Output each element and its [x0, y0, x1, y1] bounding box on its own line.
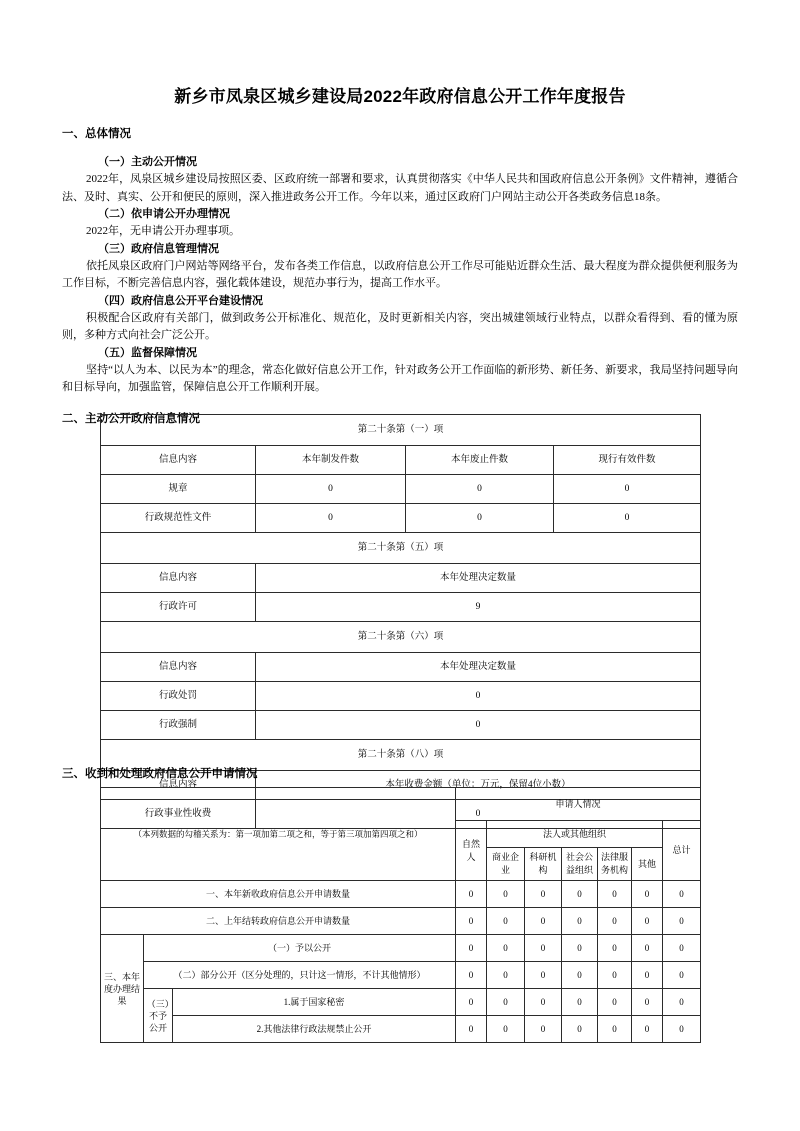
table-cell: 0	[487, 989, 525, 1016]
column-header: 法律服务机构	[598, 848, 632, 881]
row-subgroup-label-not-disclosed: （三）不予公开	[144, 989, 173, 1043]
table-cell: 0	[562, 1016, 598, 1043]
band-label: 第二十条第（六）项	[101, 622, 701, 653]
table-cell: 0	[562, 962, 598, 989]
subsection-paragraph: 2022年，凤泉区城乡建设局按照区委、区政府统一部署和要求，认真贯彻落实《中华人民共和国政府信息公开条例》文件精神，遵循合法、及时、真实、公开和便民的原则，深入推进政务公开工作。今年以来，通过区政府门户网站主动公开各类政务信息18条。	[62, 173, 738, 203]
subsection-1-2	[62, 206, 738, 241]
column-header: 本年处理决定数量	[256, 653, 701, 682]
column-header: 信息内容	[101, 771, 256, 800]
column-header: 社会公益组织	[562, 848, 598, 881]
table-row	[101, 475, 701, 504]
table-cell: 0	[487, 935, 525, 962]
table-band-row	[101, 533, 701, 564]
table-cell: 0	[256, 800, 701, 829]
subsection-heading: （三）政府信息管理情况	[98, 242, 219, 255]
table-cell: 0	[663, 962, 701, 989]
table-cell: 0	[256, 682, 701, 711]
band-label: 第二十条第（八）项	[101, 740, 701, 771]
table-cell: 0	[525, 962, 562, 989]
section-heading-3-wrap	[62, 766, 738, 786]
band-label: 第二十条第（五）项	[101, 533, 701, 564]
section-heading-3: 三、收到和处理政府信息公开申请情况	[62, 768, 258, 780]
column-header: 现行有效件数	[554, 446, 701, 475]
table-row	[101, 1016, 701, 1043]
column-header: 科研机构	[525, 848, 562, 881]
column-header: 信息内容	[101, 653, 256, 682]
row-label: （二）部分公开（区分处理的，只计这一情形，不计其他情形）	[144, 962, 456, 989]
table-cell: 0	[487, 908, 525, 935]
table-header-row	[101, 653, 701, 682]
column-header: 本年废止件数	[406, 446, 554, 475]
table-row	[101, 908, 701, 935]
table-cell: 0	[487, 1016, 525, 1043]
row-label: 行政规范性文件	[101, 504, 256, 533]
table-row	[101, 504, 701, 533]
table-cell: 0	[456, 908, 487, 935]
subsection-heading: （四）政府信息公开平台建设情况	[98, 294, 263, 307]
table-row	[101, 962, 701, 989]
table-cell: 0	[406, 504, 554, 533]
table-cell: 0	[487, 962, 525, 989]
row-label: 2.其他法律行政法规禁止公开	[173, 1016, 456, 1043]
subsection-1-5	[62, 345, 738, 397]
subsection-heading: （二）依申请公开办理情况	[98, 208, 230, 220]
table-cell: 0	[632, 908, 663, 935]
row-label: 一、本年新收政府信息公开申请数量	[101, 881, 456, 908]
table-cell: 0	[663, 989, 701, 1016]
column-header: 信息内容	[101, 446, 256, 475]
subsection-paragraph: 积极配合区政府有关部门，做到政务公开标准化、规范化，及时更新相关内容，突出城建领域行业特点，以群众看得到、看的懂为原则，多种方式向社会广泛公开。	[62, 311, 738, 341]
table-cell: 0	[598, 881, 632, 908]
section-heading-1: 一、总体情况	[62, 128, 131, 140]
table-cell: 0	[256, 475, 406, 504]
table-row	[101, 682, 701, 711]
subsection-paragraph: 2022年，无申请公开办理事项。	[86, 225, 240, 237]
subsection-1-4	[62, 293, 738, 345]
column-group-header-applicant: 申请人情况	[456, 788, 701, 821]
table-cell: 0	[598, 989, 632, 1016]
table-cell: 0	[632, 881, 663, 908]
table-cell: 0	[632, 935, 663, 962]
table-cell: 0	[663, 881, 701, 908]
table-cell: 0	[256, 504, 406, 533]
subsection-1-3	[62, 241, 738, 293]
row-label: 行政强制	[101, 711, 256, 740]
table-row	[101, 935, 701, 962]
table-cell: 0	[554, 475, 701, 504]
table-row	[101, 989, 701, 1016]
table-cell: 0	[632, 962, 663, 989]
table-cell: 0	[487, 881, 525, 908]
subsection-1-1	[62, 154, 738, 206]
table-cell: 0	[456, 1016, 487, 1043]
column-group-header-legal-entity: 法人或其他组织	[487, 821, 663, 848]
table-cell: 0	[562, 881, 598, 908]
table-cell: 0	[525, 1016, 562, 1043]
column-header-natural-person: 自然人	[456, 821, 487, 881]
table-cell: 0	[663, 1016, 701, 1043]
table-cell: 0	[525, 935, 562, 962]
column-header: 信息内容	[101, 564, 256, 593]
band-label: 第二十条第（一）项	[101, 415, 701, 446]
row-label: 规章	[101, 475, 256, 504]
table-row	[101, 711, 701, 740]
table-cell: 0	[525, 989, 562, 1016]
subsection-heading: （五）监督保障情况	[98, 346, 197, 359]
table-row	[101, 593, 701, 622]
table-cell: 0	[406, 475, 554, 504]
subsection-paragraph: 坚持“以人为本、以民为本”的理念，常态化做好信息公开工作，针对政务公开工作面临的新形势、新任务、新要求，我局坚持问题导向和目标导向，加强监管，保障信息公开工作顺利开展。	[62, 363, 738, 393]
table-cell: 0	[598, 908, 632, 935]
column-header: 商业企业	[487, 848, 525, 881]
table-cell: 0	[554, 504, 701, 533]
table-header-row	[101, 446, 701, 475]
table-cell: 0	[663, 908, 701, 935]
row-label: 二、上年结转政府信息公开申请数量	[101, 908, 456, 935]
column-header: 本年收费金额（单位：万元，保留4位小数）	[256, 771, 701, 800]
row-label: （一）予以公开	[144, 935, 456, 962]
row-label: 行政许可	[101, 593, 256, 622]
table-cell: 0	[632, 1016, 663, 1043]
subsection-heading: （一）主动公开情况	[98, 156, 197, 168]
table-header-row	[101, 564, 701, 593]
page-title: 新乡市凤泉区城乡建设局2022年政府信息公开工作年度报告	[174, 87, 626, 106]
table-cell: 0	[456, 881, 487, 908]
table-cell: 0	[525, 908, 562, 935]
table-cell: 9	[256, 593, 701, 622]
document-body	[62, 126, 738, 431]
row-group-label-annual-results: 三、本年度办理结果	[101, 935, 144, 1043]
column-header: 本年处理决定数量	[256, 564, 701, 593]
section-heading-2: 二、主动公开政府信息情况	[62, 412, 200, 425]
table-header-row	[101, 788, 701, 821]
row-label: 1.属于国家秘密	[173, 989, 456, 1016]
table-cell: 0	[525, 881, 562, 908]
table-cell: 0	[562, 935, 598, 962]
table-row	[101, 881, 701, 908]
table-cell: 0	[663, 935, 701, 962]
table-band-row	[101, 622, 701, 653]
column-header-total: 总计	[663, 821, 701, 881]
requests-table	[100, 787, 701, 1043]
row-label: 行政处罚	[101, 682, 256, 711]
table-cell: 0	[598, 935, 632, 962]
table-cell: 0	[632, 989, 663, 1016]
row-label: 行政事业性收费	[101, 800, 256, 829]
subsection-paragraph: 依托凤泉区政府门户网站等网络平台，发布各类工作信息，以政府信息公开工作尽可能贴近群众生活、最大程度为群众提供便利服务为工作目标，不断完善信息内容，强化载体建设，规范办事行为，提高工作水平。	[62, 259, 738, 289]
table-cell: 0	[598, 962, 632, 989]
table-cell: 0	[456, 962, 487, 989]
table-cell: 0	[598, 1016, 632, 1043]
table-cell: 0	[456, 989, 487, 1016]
table-cell: 0	[256, 711, 701, 740]
table-cell: 0	[562, 908, 598, 935]
table-cell: 0	[456, 935, 487, 962]
balance-note: （本列数据的勾稽关系为：第一项加第二项之和，等于第三项加第四项之和）	[101, 788, 456, 881]
table-cell: 0	[562, 989, 598, 1016]
column-header: 本年制发件数	[256, 446, 406, 475]
column-header: 其他	[632, 848, 663, 881]
table-band-row	[101, 415, 701, 446]
requests-table-wrap	[100, 787, 700, 1043]
